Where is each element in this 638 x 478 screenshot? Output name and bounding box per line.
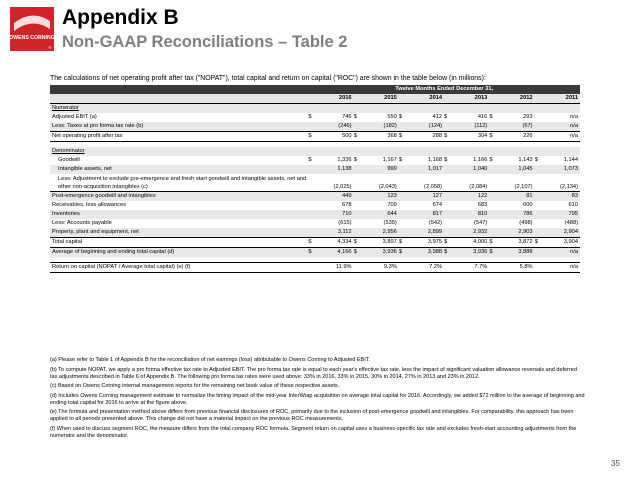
value-cell xyxy=(545,147,581,156)
reconciliation-table xyxy=(50,85,580,273)
currency-symbol: $ xyxy=(489,238,499,248)
value-cell: 9.3% xyxy=(364,263,399,273)
currency-symbol: $ xyxy=(444,132,454,142)
row-label: Inventories xyxy=(50,210,308,219)
currency-symbol xyxy=(535,132,545,142)
value-cell: 500 xyxy=(318,132,353,142)
currency-symbol xyxy=(535,147,545,156)
currency-symbol: $ xyxy=(308,132,318,142)
footnote: (f) When used to discuss segment ROC, the measure differs from the total company ROC formula. Segment return on capital uses a business-specific tax rate and excludes fresh-start accounting adjustments from the numerator and the denominator. xyxy=(50,425,577,439)
table-row xyxy=(50,228,580,238)
value-cell: 1,017 xyxy=(409,165,444,174)
footnote: (c) Based on Owens Corning internal management reports for the remaining net book value of these respective assets. xyxy=(50,383,340,389)
row-label: Receivables, less allowances xyxy=(52,202,126,208)
currency-symbol xyxy=(535,263,545,273)
currency-symbol: $ xyxy=(444,157,448,163)
footnotes xyxy=(50,357,585,442)
currency-symbol xyxy=(354,192,364,202)
currency-symbol xyxy=(399,174,409,192)
currency-symbol xyxy=(399,192,409,202)
intro-text: The calculations of net operating profit after tax ("NOPAT"), total capital and return on capital ("ROC") are shown in the table below (in millions): xyxy=(50,75,486,82)
row-label: Intangible assets, net xyxy=(50,165,308,174)
value-cell: 644 xyxy=(364,210,399,219)
value-cell: 127 xyxy=(409,192,444,202)
currency-symbol xyxy=(535,192,545,202)
currency-symbol xyxy=(444,104,454,114)
currency-symbol: $ xyxy=(398,157,402,163)
value-cell: (2,084) xyxy=(469,184,488,190)
value-cell: 412 xyxy=(432,114,443,120)
currency-symbol xyxy=(308,147,318,156)
currency-symbol xyxy=(308,263,318,273)
value-cell: 710 xyxy=(318,210,353,219)
currency-symbol: $ xyxy=(489,157,493,163)
currency-symbol xyxy=(535,113,545,122)
year-header: 2012 xyxy=(489,94,534,104)
currency-symbol xyxy=(308,228,318,238)
row-label: Total capital xyxy=(50,238,308,248)
currency-symbol xyxy=(308,210,318,219)
currency-symbol xyxy=(489,210,499,219)
currency-symbol xyxy=(399,228,409,238)
value-cell: (2,025) xyxy=(333,184,352,190)
value-cell: 1,168 xyxy=(427,157,443,163)
value-cell: 4,000 xyxy=(454,238,489,248)
value-cell: 3,897 xyxy=(364,238,399,248)
value-cell: 1,040 xyxy=(454,165,489,174)
value-cell: 1,143 xyxy=(518,157,533,163)
currency-symbol xyxy=(354,174,364,192)
table-row xyxy=(50,156,580,165)
value-cell: 746 xyxy=(342,114,352,120)
currency-symbol: $ xyxy=(534,157,538,163)
table-row xyxy=(50,165,580,174)
value-cell: (542) xyxy=(428,220,443,226)
value-cell xyxy=(499,104,534,114)
table-row xyxy=(50,210,580,219)
currency-symbol xyxy=(489,219,499,228)
value-cell xyxy=(318,147,353,156)
value-cell: (246) xyxy=(318,122,353,132)
row-label: Less: Taxes at pro forma tax rate (b) xyxy=(50,122,308,132)
year-header: 2013 xyxy=(444,94,489,104)
currency-symbol xyxy=(535,104,545,114)
page-number: 35 xyxy=(611,459,620,468)
currency-symbol xyxy=(489,201,499,210)
reconciliation-table-body xyxy=(50,85,580,273)
currency-symbol xyxy=(308,165,318,174)
table-header-blank xyxy=(50,85,308,94)
value-cell: 600 xyxy=(523,202,533,208)
currency-symbol xyxy=(308,174,318,192)
table-group-header-row xyxy=(50,85,580,94)
currency-symbol xyxy=(535,122,545,132)
value-cell: 3,904 xyxy=(545,238,581,248)
footnote: (d) Includes Owens Corning management estimate to normalize the timing impact of the mid-year InterWrap acquisition on average total capital for 2016. Accordingly, we added $72 million to the average of beginning and ending total capital for 2016 to arrive at the figure above. xyxy=(50,392,585,406)
value-cell: 810 xyxy=(454,210,489,219)
table-row xyxy=(50,122,580,132)
page-subtitle: Non-GAAP Reconciliations – Table 2 xyxy=(62,33,348,51)
currency-symbol xyxy=(535,219,545,228)
value-cell: 683 xyxy=(477,202,488,208)
value-cell: 817 xyxy=(409,210,444,219)
currency-symbol: $ xyxy=(444,114,448,120)
value-cell: n/a xyxy=(545,263,581,273)
value-cell: 304 xyxy=(454,132,489,142)
currency-symbol xyxy=(399,147,409,156)
currency-symbol xyxy=(489,228,499,238)
value-cell: 1,166 xyxy=(473,157,488,163)
currency-symbol xyxy=(535,174,545,192)
value-cell xyxy=(499,147,534,156)
value-cell: 416 xyxy=(477,114,488,120)
currency-symbol xyxy=(354,201,364,210)
value-cell: 1,045 xyxy=(499,165,534,174)
currency-symbol: $ xyxy=(353,114,357,120)
currency-symbol xyxy=(399,122,409,132)
currency-symbol: $ xyxy=(489,114,493,120)
currency-symbol xyxy=(444,192,454,202)
value-cell: 1,167 xyxy=(382,157,397,163)
currency-symbol: $ xyxy=(354,132,364,142)
value-cell: 674 xyxy=(432,202,443,208)
currency-symbol xyxy=(354,147,364,156)
value-cell: 709 xyxy=(387,202,397,208)
value-cell xyxy=(318,104,353,114)
value-cell: (547) xyxy=(474,220,488,226)
currency-symbol xyxy=(354,122,364,132)
currency-symbol: $ xyxy=(399,132,409,142)
page-title: Appendix B xyxy=(62,6,179,29)
currency-symbol xyxy=(354,228,364,238)
value-cell: (67) xyxy=(499,122,534,132)
currency-symbol xyxy=(535,248,545,258)
row-label: Less: Accounts payable xyxy=(52,220,112,226)
currency-symbol xyxy=(444,165,454,174)
section-label: Denominator xyxy=(50,147,308,156)
currency-symbol xyxy=(489,192,499,202)
table-row xyxy=(50,238,580,248)
currency-symbol xyxy=(444,263,454,273)
logo-text: OWENS CORNING xyxy=(10,35,54,41)
row-label: Net operating profit after tax xyxy=(50,132,308,142)
value-cell: n/a xyxy=(570,114,578,120)
table-header-blank xyxy=(50,94,308,104)
currency-symbol xyxy=(489,147,499,156)
currency-symbol xyxy=(535,201,545,210)
currency-symbol xyxy=(489,263,499,273)
currency-symbol xyxy=(308,104,318,114)
row-label: Adjusted EBIT (a) xyxy=(52,114,97,120)
currency-symbol: $ xyxy=(399,248,409,258)
currency-symbol xyxy=(444,122,454,132)
value-cell: n/a xyxy=(545,132,581,142)
value-cell: n/a xyxy=(545,248,581,258)
year-header: 2014 xyxy=(399,94,444,104)
value-cell xyxy=(409,147,444,156)
value-cell: 550 xyxy=(387,114,397,120)
currency-symbol xyxy=(308,219,318,228)
currency-symbol xyxy=(444,219,454,228)
table-row xyxy=(50,174,580,192)
table-row xyxy=(50,132,580,142)
currency-symbol: $ xyxy=(308,248,318,258)
value-cell: (498) xyxy=(519,220,533,226)
currency-symbol: $ xyxy=(308,238,318,248)
row-label: Return on capital (NOPAT / Average total capital) (e) (f) xyxy=(50,263,308,273)
value-cell: (112) xyxy=(454,122,489,132)
value-cell: 288 xyxy=(409,132,444,142)
value-cell: 3,936 xyxy=(364,248,399,258)
currency-symbol: $ xyxy=(489,248,499,258)
value-cell xyxy=(454,147,489,156)
currency-symbol: $ xyxy=(353,157,357,163)
currency-symbol: $ xyxy=(399,238,409,248)
currency-symbol xyxy=(535,165,545,174)
currency-symbol: $ xyxy=(444,248,454,258)
value-cell: 1,336 xyxy=(337,157,352,163)
value-cell xyxy=(409,104,444,114)
value-cell: 1,138 xyxy=(318,165,353,174)
table-row xyxy=(50,219,580,228)
currency-symbol xyxy=(354,210,364,219)
value-cell: (182) xyxy=(364,122,399,132)
year-header: 2016 xyxy=(308,94,353,104)
currency-symbol xyxy=(308,201,318,210)
value-cell: (2,107) xyxy=(514,184,533,190)
year-header: 2015 xyxy=(354,94,399,104)
value-cell xyxy=(364,104,399,114)
value-cell: 3,936 xyxy=(454,248,489,258)
currency-symbol xyxy=(308,192,318,202)
value-cell: 122 xyxy=(454,192,489,202)
value-cell: (535) xyxy=(383,220,397,226)
row-label: Less: Adjustment to exclude pre-emergence and fresh start goodwill and intangible assets, net and other non-acquisition intangibles (c) xyxy=(58,176,307,190)
value-cell: (124) xyxy=(409,122,444,132)
value-cell: (2,043) xyxy=(378,184,397,190)
currency-symbol: $ xyxy=(398,114,402,120)
value-cell: 786 xyxy=(499,210,534,219)
currency-symbol xyxy=(489,104,499,114)
value-cell xyxy=(364,147,399,156)
value-cell: 449 xyxy=(318,192,353,202)
currency-symbol xyxy=(354,165,364,174)
value-cell: 4,334 xyxy=(318,238,353,248)
value-cell: 2,899 xyxy=(409,228,444,238)
value-cell: (2,134) xyxy=(559,184,578,190)
value-cell: (488) xyxy=(564,220,578,226)
currency-symbol xyxy=(399,104,409,114)
footnote: (e) The formula and presentation method above differs from previous financial disclosures of ROC, primarily due to the inclusion of post-emergence goodwill and intangibles. For comparability, this approach has been applied to all periods presented above. This change did not have a material impact on the previous ROC measurements. xyxy=(50,409,574,422)
currency-symbol xyxy=(444,228,454,238)
table-row xyxy=(50,201,580,210)
value-cell: 226 xyxy=(499,132,534,142)
value-cell xyxy=(545,104,581,114)
footnote: (a) Please refer to Table 1 of Appendix B for the reconciliation of net earnings (loss) attributable to Owens Corning to Adjusted EBIT. xyxy=(50,357,370,363)
row-label: Goodwill xyxy=(58,157,80,163)
value-cell: 368 xyxy=(364,132,399,142)
currency-symbol: $ xyxy=(308,157,312,163)
currency-symbol xyxy=(489,174,499,192)
value-cell: n/a xyxy=(545,122,581,132)
owens-corning-logo xyxy=(10,7,54,51)
table-row xyxy=(50,113,580,122)
value-cell: 2,932 xyxy=(454,228,489,238)
currency-symbol xyxy=(444,174,454,192)
value-cell: 1,144 xyxy=(563,157,578,163)
currency-symbol: $ xyxy=(354,248,364,258)
value-cell: 2,956 xyxy=(364,228,399,238)
currency-symbol xyxy=(399,263,409,273)
currency-symbol xyxy=(354,104,364,114)
value-cell: (2,058) xyxy=(424,184,443,190)
value-cell: 678 xyxy=(342,202,352,208)
value-cell: 3,112 xyxy=(318,228,353,238)
table-row xyxy=(50,104,580,114)
currency-symbol: $ xyxy=(354,238,364,248)
value-cell: 7.7% xyxy=(454,263,489,273)
value-cell: 4,166 xyxy=(318,248,353,258)
value-cell: 11.9% xyxy=(318,263,353,273)
value-cell: 123 xyxy=(364,192,399,202)
value-cell: 3,975 xyxy=(409,238,444,248)
currency-symbol xyxy=(399,201,409,210)
value-cell: 81 xyxy=(499,192,534,202)
table-row xyxy=(50,147,580,156)
currency-symbol xyxy=(489,122,499,132)
currency-symbol: $ xyxy=(535,238,545,248)
currency-symbol xyxy=(354,219,364,228)
currency-symbol: $ xyxy=(444,238,454,248)
row-label: Average of beginning and ending total capital (d) xyxy=(50,248,308,258)
value-cell: 2,903 xyxy=(499,228,534,238)
value-cell xyxy=(454,104,489,114)
value-cell: 7.2% xyxy=(409,263,444,273)
currency-symbol: $ xyxy=(308,114,312,120)
currency-symbol xyxy=(308,122,318,132)
currency-symbol xyxy=(535,228,545,238)
value-cell: 5.8% xyxy=(499,263,534,273)
value-cell: 610 xyxy=(568,202,578,208)
value-cell: 3,888 xyxy=(499,248,534,258)
table-group-header: Twelve Months Ended December 31, xyxy=(308,85,580,94)
currency-symbol xyxy=(399,165,409,174)
currency-symbol xyxy=(399,219,409,228)
row-label: Property, plant and equipment, net xyxy=(50,228,308,238)
table-row xyxy=(50,248,580,258)
year-header: 2011 xyxy=(535,94,580,104)
table-year-header-row xyxy=(50,94,580,104)
section-label: Numerator xyxy=(50,104,308,114)
table-row xyxy=(50,263,580,273)
currency-symbol xyxy=(535,210,545,219)
value-cell: 293 xyxy=(523,114,533,120)
value-cell: 795 xyxy=(545,210,581,219)
value-cell: (615) xyxy=(338,220,352,226)
value-cell: 1,073 xyxy=(545,165,581,174)
currency-symbol xyxy=(444,201,454,210)
currency-symbol xyxy=(354,263,364,273)
value-cell: 83 xyxy=(545,192,581,202)
value-cell: 3,872 xyxy=(499,238,534,248)
table-row xyxy=(50,192,580,202)
value-cell: 3,988 xyxy=(409,248,444,258)
currency-symbol xyxy=(399,210,409,219)
value-cell: 2,904 xyxy=(545,228,581,238)
logo-registered-mark: ® xyxy=(48,45,52,50)
currency-symbol xyxy=(489,165,499,174)
row-label: Post-emergence goodwill and intangibles xyxy=(50,192,308,202)
value-cell: 999 xyxy=(364,165,399,174)
currency-symbol xyxy=(444,147,454,156)
footnote: (b) To compute NOPAT, we apply a pro forma effective tax rate to Adjusted EBIT. The pro forma tax rate is equal to each year's effective tax rate, less the impact of significant valuation allowance reversals and deferred tax adjustments described in Table 6 of Appendix B. The following pro forma tax rates were used above: 33% in 2016, 33% in 2015, 30% in 2014, 27% in 2013 and 23% in 2012. xyxy=(50,366,577,380)
currency-symbol: $ xyxy=(489,132,499,142)
currency-symbol xyxy=(444,210,454,219)
